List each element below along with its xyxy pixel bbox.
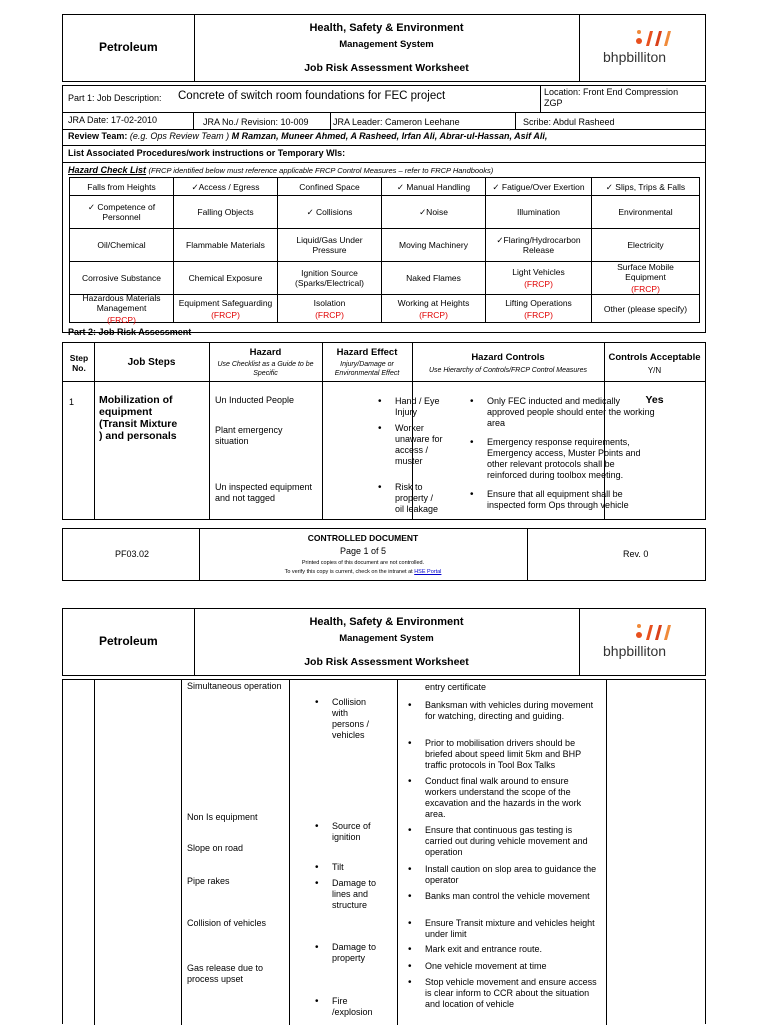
col-hazard-sub: Use Checklist as a Guide to be Specific xyxy=(217,361,314,377)
p2-effect-5: • Damage to property xyxy=(332,942,382,964)
effect-2: • Worker unaware for access / muster xyxy=(395,423,443,467)
checklist-item: Chemical Exposure xyxy=(188,273,263,283)
checklist-cell xyxy=(486,262,592,295)
jra-leader: JRA Leader: Cameron Leehane xyxy=(333,117,460,127)
checklist-item: ✓ Slips, Trips & Falls xyxy=(605,181,686,192)
checklist-item: Lifting Operations xyxy=(505,297,572,308)
checklist-cell xyxy=(382,229,486,262)
checklist-item: ✓ Competence of Personnel xyxy=(87,202,156,222)
p2-control-6: • Banks man control the vehicle movement xyxy=(425,891,597,902)
bhp-logo xyxy=(597,622,697,662)
p2-effect-6: • Fire /explosion xyxy=(332,996,382,1018)
checklist-item: Liquid/Gas Under Pressure xyxy=(296,235,363,255)
col-effect-sub: Injury/Damage or Environmental Effect xyxy=(334,361,400,377)
footer-code: PF03.02 xyxy=(115,549,150,559)
checklist-cell xyxy=(382,295,486,322)
checklist-item: Corrosive Substance xyxy=(82,273,161,283)
checklist-cell xyxy=(382,178,486,196)
control-1: • Only FEC inducted and medically approved people should enter the working area xyxy=(487,396,657,429)
checklist-cell xyxy=(70,262,174,295)
p2-control-cont: entry certificate xyxy=(425,682,487,692)
p2-hazard-2: Non Is equipment xyxy=(187,812,258,822)
header-line1: Health, Safety & Environment xyxy=(309,22,464,34)
part1-block xyxy=(62,85,706,337)
col-accept-sub: Y/N xyxy=(647,366,662,375)
p2-hazard-5: Collision of vehicles xyxy=(187,918,267,928)
checklist-item: Confined Space xyxy=(299,181,360,192)
checklist-item: Isolation xyxy=(313,297,346,308)
header-line2: Management System xyxy=(339,39,434,50)
footer-rev: Rev. 0 xyxy=(623,549,649,559)
p2-hazard-4: Pipe rakes xyxy=(187,876,230,886)
header-line3: Job Risk Assessment Worksheet xyxy=(304,656,469,668)
checklist-cell xyxy=(592,229,699,262)
bhp-logo xyxy=(597,28,697,68)
footer-note1: Printed copies of this document are not controlled. xyxy=(301,560,425,566)
page2-header xyxy=(62,608,706,676)
checklist-cell xyxy=(278,262,382,295)
jra-date: JRA Date: 17-02-2010 xyxy=(68,115,158,125)
checklist-item: Working at Heights xyxy=(397,297,470,308)
p2-hazard-6: Gas release due to process upset xyxy=(187,963,264,984)
p2-hazard-3: Slope on road xyxy=(187,843,244,853)
hse-portal-link[interactable]: HSE Portal xyxy=(414,569,442,575)
frcp-marker: (FRCP) xyxy=(211,309,240,320)
p2-control-1: • Banksman with vehicles during movement for watching, directing and guiding. xyxy=(425,700,597,722)
checklist-title: Hazard Check List xyxy=(68,165,147,175)
p2-control-8: • Mark exit and entrance route. xyxy=(425,944,597,955)
effect-1: • Hand / Eye Injury xyxy=(395,396,443,418)
checklist-cell xyxy=(174,196,278,229)
checklist-cell xyxy=(174,295,278,322)
frcp-marker: (FRCP) xyxy=(524,279,553,289)
checklist-cell xyxy=(486,178,592,196)
p2-hazard-1: Simultaneous operation xyxy=(187,681,282,691)
col-step: Step No. xyxy=(69,353,89,373)
checklist-cell xyxy=(592,196,699,229)
col-controls-sub: Use Hierarchy of Controls/FRCP Control Measures xyxy=(428,367,588,374)
review-eg: (e.g. Ops Review Team ) xyxy=(129,131,230,141)
checklist-item: ✓ Collisions xyxy=(306,207,353,217)
checklist-cell xyxy=(592,262,699,295)
p2-control-5: • Install caution on slop area to guidance the operator xyxy=(425,864,597,886)
checklist-grid xyxy=(69,177,700,323)
bhp-logo-mark-icon xyxy=(635,28,675,48)
checklist-cell xyxy=(70,292,174,325)
checklist-item: Moving Machinery xyxy=(399,240,468,250)
job-desc-label: Part 1: Job Description: xyxy=(68,93,162,103)
checklist-item: ✓Access / Egress xyxy=(191,181,260,192)
checklist-cell xyxy=(70,196,174,229)
p2-control-2: • Prior to mobilisation drivers should be briefed about speed limit 5km and BHP traffic protocols in Tool Box Talks xyxy=(425,738,597,771)
checklist-item: Flammable Materials xyxy=(186,240,265,250)
review-value: M Ramzan, Muneer Ahmed, A Rasheed, Irfan Ali, Abrar-ul-Hassan, Asif Ali, xyxy=(231,131,548,141)
checklist-cell xyxy=(174,229,278,262)
checklist-cell xyxy=(592,178,699,196)
bhp-logo-mark-icon xyxy=(635,622,675,642)
page2-table xyxy=(62,679,706,1024)
checklist-cell xyxy=(382,262,486,295)
checklist-item: Naked Flames xyxy=(406,273,461,283)
part2-title: Part 2: Job Risk Assessment xyxy=(68,327,192,337)
checklist-item: Ignition Source (Sparks/Electrical) xyxy=(295,268,364,288)
acceptable-value: Yes xyxy=(645,394,664,406)
checklist-cell xyxy=(486,229,592,262)
hazard-3: Un inspected equipment and not tagged xyxy=(215,482,313,503)
hazard-1: Un Inducted People xyxy=(215,395,295,405)
location-line2: ZGP xyxy=(544,98,563,108)
checklist-item: Equipment Safeguarding xyxy=(178,297,273,308)
checklist-item: Electricity xyxy=(627,240,664,250)
footer-page: Page 1 of 5 xyxy=(339,546,387,556)
bhp-logo-text: bhpbilliton xyxy=(603,643,667,659)
p2-effect-4: • Damage to lines and structure xyxy=(332,878,382,911)
header-line3: Job Risk Assessment Worksheet xyxy=(304,62,469,74)
jra-no: JRA No./ Revision: 10-009 xyxy=(203,117,309,127)
checklist-cell xyxy=(70,229,174,262)
frcp-marker: (FRCP) xyxy=(315,309,344,320)
procedures: List Associated Procedures/work instructions or Temporary WIs: xyxy=(68,148,346,158)
p2-control-10: • Stop vehicle movement and ensure access is clear inform to CCR about the situation and location of vehicle xyxy=(425,977,597,1010)
job-step-text: Mobilization of equipment (Transit Mixture ) and personals xyxy=(99,394,178,442)
page1-header xyxy=(62,14,706,82)
step-no: 1 xyxy=(69,397,75,407)
effect-3: • Risk to property / oil leakage xyxy=(395,482,443,515)
checklist-item: Falling Objects xyxy=(197,207,254,217)
footer-controlled: CONTROLLED DOCUMENT xyxy=(307,533,419,543)
checklist-cell xyxy=(486,295,592,322)
checklist-item: Falls from Heights xyxy=(87,181,156,192)
checklist-item: Surface Mobile Equipment xyxy=(617,262,674,282)
checklist-item: Hazardous Materials Management xyxy=(82,292,161,313)
checklist-cell xyxy=(174,178,278,196)
checklist-cell xyxy=(278,178,382,196)
checklist-item: ✓Flaring/Hydrocarbon Release xyxy=(496,235,581,255)
location-line1: Location: Front End Compression xyxy=(544,87,679,97)
checklist-item: Oil/Chemical xyxy=(97,240,146,250)
checklist-cell xyxy=(382,196,486,229)
page1-footer xyxy=(62,528,706,581)
control-3: • Ensure that all equipment shall be inspected form Ops through vehicle xyxy=(487,489,657,511)
col-jobsteps: Job Steps xyxy=(127,357,176,368)
col-accept: Controls Acceptable xyxy=(608,352,701,363)
checklist-item: Light Vehicles xyxy=(512,267,565,277)
header-org: Petroleum xyxy=(99,634,158,648)
col-effect: Hazard Effect xyxy=(336,347,398,358)
checklist-item: Illumination xyxy=(517,207,560,217)
footer-note2 xyxy=(199,569,527,575)
bhp-logo-text: bhpbilliton xyxy=(603,49,667,65)
checklist-cell xyxy=(486,196,592,229)
p2-control-4: • Ensure that continuous gas testing is carried out during vehicle movement and operation xyxy=(425,825,597,858)
checklist-cell xyxy=(278,196,382,229)
review-label: Review Team: xyxy=(68,131,128,141)
p2-control-7: • Ensure Transit mixture and vehicles height under limit xyxy=(425,918,597,940)
col-controls: Hazard Controls xyxy=(471,352,545,363)
review-team xyxy=(68,131,547,141)
p2-effect-1: • Collision with persons / vehicles xyxy=(332,697,382,741)
header-line1: Health, Safety & Environment xyxy=(309,616,464,628)
job-desc-value: Concrete of switch room foundations for FEC project xyxy=(178,90,446,102)
frcp-marker: (FRCP) xyxy=(107,314,136,325)
checklist-item: Other (please specify) xyxy=(603,303,688,314)
scribe: Scribe: Abdul Rasheed xyxy=(523,117,615,127)
p2-control-9: • One vehicle movement at time xyxy=(425,961,597,972)
checklist-cell xyxy=(174,262,278,295)
hazard-2: Plant emergency situation xyxy=(215,425,283,446)
checklist-cell xyxy=(278,229,382,262)
frcp-marker: (FRCP) xyxy=(419,309,448,320)
frcp-marker: (FRCP) xyxy=(524,309,553,320)
checklist-heading xyxy=(68,165,493,175)
checklist-item: ✓ Manual Handling xyxy=(396,181,471,192)
p2-control-3: • Conduct final walk around to ensure workers understand the scope of the excavation and the hazards in the work area. xyxy=(425,776,597,820)
p2-effect-2: • Source of ignition xyxy=(332,821,382,843)
header-org: Petroleum xyxy=(99,40,158,54)
checklist-item: Environmental xyxy=(618,207,673,217)
checklist-cell xyxy=(592,295,699,322)
control-2: • Emergency response requirements, Emergency access, Muster Points and other relevant protocols shall be reinforced during toolbox meeting. xyxy=(487,437,657,481)
checklist-item: ✓Noise xyxy=(419,207,448,217)
checklist-cell xyxy=(278,295,382,322)
checklist-note: (FRCP identified below must reference applicable FRCP Control Measures – refer to FRCP Handbooks) xyxy=(148,166,494,175)
checklist-item: ✓ Fatigue/Over Exertion xyxy=(492,181,585,192)
p2-effect-3: • Tilt xyxy=(332,862,382,873)
part2-table xyxy=(62,342,706,520)
col-hazard: Hazard xyxy=(249,347,282,358)
checklist-cell xyxy=(70,178,174,196)
footer-note2-text: To verify this copy is current, check on the intranet at xyxy=(284,569,415,575)
header-line2: Management System xyxy=(339,633,434,644)
frcp-marker: (FRCP) xyxy=(631,284,660,294)
